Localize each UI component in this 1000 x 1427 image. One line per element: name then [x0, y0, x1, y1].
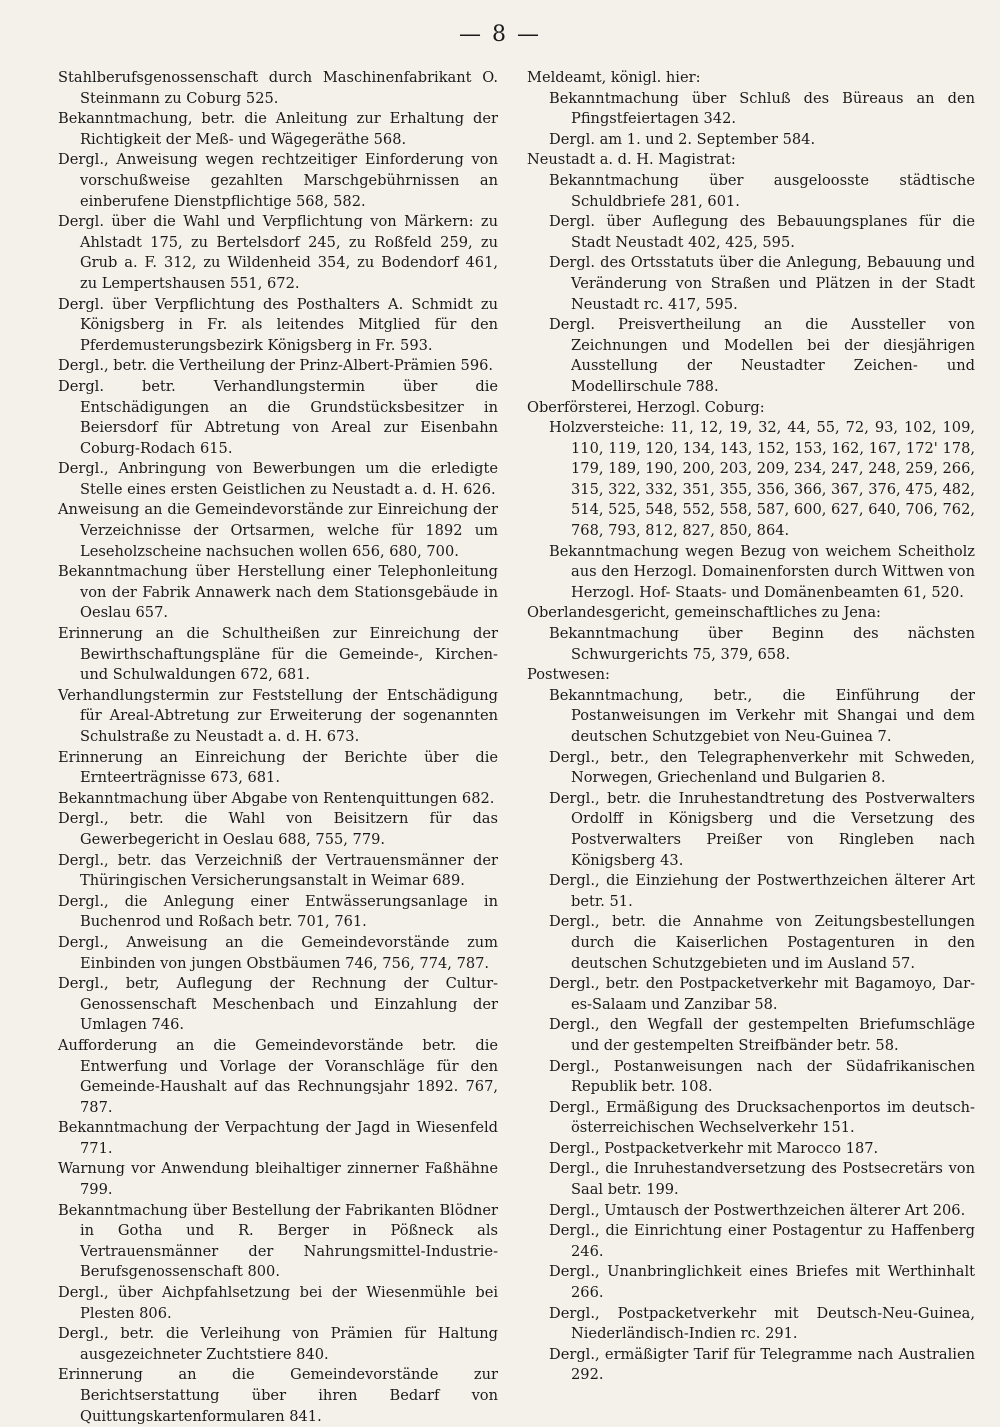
index-entry: Dergl. über Auflegung des Bebauungsplanes für die Stadt Neustadt 402, 425, 595.	[549, 213, 975, 251]
index-entry: Dergl., Anbringung von Bewerbungen um die erledigte Stelle eines ersten Geistlichen zu Neustadt a. d. H. 626.	[58, 460, 498, 498]
index-entry: Dergl., Postpacketverkehr mit Deutsch-Neu-Guinea, Niederländisch-Indien rc. 291.	[549, 1304, 975, 1343]
left-column	[58, 68, 498, 1427]
section-heading: Oberlandesgericht, gemeinschaftliches zu Jena:	[527, 604, 881, 622]
index-entry: Erinnerung an die Schultheißen zur Einreichung der Bewirthschaftungspläne für die Gemeinde-, Kirchen- und Schulwaldungen 672, 681.	[58, 625, 498, 684]
index-entry: Bekanntmachung über Abgabe von Rentenquittungen 682.	[58, 789, 495, 807]
index-entry: Dergl., Anweisung wegen rechtzeitiger Einforderung von vorschußweise gezahlten Marschgebührnissen an einberufene Dienstpflichtige 568, 582.	[58, 151, 498, 210]
index-entry: Dergl. am 1. und 2. September 584.	[549, 130, 816, 148]
index-entry: Dergl., die Inruhestandversetzung des Postsecretärs von Saal betr. 199.	[549, 1160, 975, 1199]
index-entry: Bekanntmachung über ausgeloosste städtische Schuldbriefe 281, 601.	[549, 171, 975, 210]
index-entry: Dergl., betr. die Inruhestandtretung des Postverwalters Ordolff in Königsberg und die Versetzung des Postverwalters Preißer von Ringleben nach Königsberg 43.	[549, 789, 975, 869]
right-column	[527, 68, 975, 1386]
section-heading: Meldeamt, königl. hier:	[527, 69, 701, 86]
index-entry: Dergl., die Anlegung einer Entwässerungsanlage in Buchenrod und Roßach betr. 701, 761.	[58, 892, 498, 931]
index-entry: Anweisung an die Gemeindevorstände zur Einreichung der Verzeichnisse der Ortsarmen, welche für 1892 um Leseholzscheine nachsuchen wollen 656, 680, 700.	[58, 501, 498, 560]
index-entry: Aufforderung an die Gemeindevorstände betr. die Entwerfung und Vorlage der Voranschläge für den Gemeinde-Haushalt auf das Rechnungsjahr 1892. 767, 787.	[58, 1036, 498, 1116]
section-heading: Postwesen:	[527, 666, 610, 684]
index-entry: Dergl. des Ortsstatuts über die Anlegung, Bebauung und Veränderung von Straßen und Plätzen in der Stadt Neustadt rc. 417, 595.	[549, 254, 975, 313]
index-entry: Warnung vor Anwendung bleihaltiger zinnerner Faßhähne 799.	[58, 1160, 498, 1199]
index-entry: Dergl., ermäßigter Tarif für Telegramme nach Australien 292.	[549, 1345, 975, 1384]
index-entry: Bekanntmachung über Herstellung einer Telephonleitung von der Fabrik Annawerk nach dem Stationsgebäude in Oeslau 657.	[58, 563, 498, 622]
index-entry: Dergl., betr, Auflegung der Rechnung der Cultur-Genossenschaft Meschenbach und Einzahlung der Umlagen 746.	[58, 975, 498, 1034]
index-entry: Dergl., betr. die Vertheilung der Prinz-Albert-Prämien 596.	[58, 357, 494, 375]
index-entry: Dergl., betr. das Verzeichniß der Vertrauensmänner der Thüringischen Versicherungsanstalt in Weimar 689.	[58, 851, 498, 890]
index-entry: Dergl., die Einrichtung einer Postagentur zu Haffenberg 246.	[549, 1222, 975, 1260]
index-entry: Dergl., über Aichpfahlsetzung bei der Wiesenmühle bei Plesten 806.	[58, 1284, 498, 1322]
index-entry: Dergl. betr. Verhandlungstermin über die Entschädigungen an die Grundstücksbesitzer in Beiersdorf für Abtretung von Areal zur Eisenbahn Coburg-Rodach 615.	[58, 377, 498, 457]
index-entry: Bekanntmachung über Beginn des nächsten Schwurgerichts 75, 379, 658.	[549, 625, 975, 663]
index-entry: Dergl., die Einziehung der Postwerthzeichen älterer Art betr. 51.	[549, 872, 975, 910]
index-entry: Dergl. über die Wahl und Verpflichtung von Märkern: zu Ahlstadt 175, zu Bertelsdorf 245, zu Roßfeld 259, zu Grub a. F. 312, zu Wildenheid 354, zu Bodendorf 461, zu Lempertshausen 551, 672.	[58, 213, 498, 292]
index-entry: Verhandlungstermin zur Feststellung der Entschädigung für Areal-Abtretung zur Erweiterung der sogenannten Schulstraße zu Neustadt a. d. H. 673.	[58, 686, 498, 745]
index-entry: Dergl., Umtausch der Postwerthzeichen älterer Art 206.	[549, 1201, 966, 1219]
index-entry: Dergl., Ermäßigung des Drucksachenportos im deutsch-österreichischen Wechselverkehr 151.	[549, 1098, 975, 1137]
index-entry: Dergl. Preisvertheilung an die Aussteller von Zeichnungen und Modellen bei der diesjährigen Ausstellung der Neustadter Zeichen- und Modellirschule 788.	[549, 316, 975, 395]
index-entry: Bekanntmachung, betr. die Anleitung zur Erhaltung der Richtigkeit der Meß- und Wägegeräthe 568.	[58, 110, 498, 148]
index-entry: Bekanntmachung, betr., die Einführung der Postanweisungen im Verkehr mit Shangai und dem deutschen Schutzgebiet von Neu-Guinea 7.	[549, 686, 975, 745]
index-entry: Dergl., Anweisung an die Gemeindevorstände zum Einbinden von jungen Obstbäumen 746, 756, 774, 787.	[58, 933, 498, 972]
section-heading: Oberförsterei, Herzogl. Coburg:	[527, 398, 765, 416]
index-entry: Dergl., betr. den Postpacketverkehr mit Bagamoyo, Dar-es-Salaam und Zanzibar 58.	[549, 975, 975, 1013]
index-entry: Dergl., betr., den Telegraphenverkehr mit Schweden, Norwegen, Griechenland und Bulgarien 8.	[549, 748, 975, 787]
index-entry: Bekanntmachung über Schluß des Büreaus an den Pfingstfeiertagen 342.	[549, 89, 975, 128]
index-entry: Bekanntmachung der Verpachtung der Jagd in Wiesenfeld 771.	[58, 1119, 498, 1157]
page-number: — 8 —	[459, 22, 541, 47]
index-entry: Dergl., Postanweisungen nach der Südafrikanischen Republik betr. 108.	[549, 1057, 975, 1096]
index-entry: Stahlberufsgenossenschaft durch Maschinenfabrikant O. Steinmann zu Coburg 525.	[58, 69, 498, 107]
index-entry: Dergl., betr. die Wahl von Beisitzern für das Gewerbegericht in Oeslau 688, 755, 779.	[58, 810, 498, 848]
index-entry: Dergl., Postpacketverkehr mit Marocco 187.	[549, 1139, 879, 1157]
index-entry: Erinnerung an die Gemeindevorstände zur Berichtserstattung über ihren Bedarf von Quittungskartenformularen 841.	[58, 1366, 498, 1425]
index-entry: Bekanntmachung über Bestellung der Fabrikanten Blödner in Gotha und R. Berger in Pößneck als Vertrauensmänner der Nahrungsmittel-Industrie-Berufsgenossenschaft 800.	[58, 1201, 498, 1281]
index-entry: Dergl., betr. die Annahme von Zeitungsbestellungen durch die Kaiserlichen Postagenturen in den deutschen Schutzgebieten und im Ausland 57.	[549, 913, 975, 972]
index-entry: Holzversteiche: 11, 12, 19, 32, 44, 55, 72, 93, 102, 109, 110, 119, 120, 134, 143, 152, 153, 162, 167, 172' 178, 179, 189, 190, 200, 203, 209, 234, 247, 248, 259, 266, 315, 322, 332, 351, 355, 356, 366, 367, 376, 475, 482, 514, 525, 548, 552, 558, 587, 600, 627, 640, 706, 762, 768, 793, 812, 827, 850, 864.	[549, 419, 975, 540]
index-entry: Erinnerung an Einreichung der Berichte über die Ernteerträgnisse 673, 681.	[58, 748, 498, 787]
index-entry: Dergl., Unanbringlichkeit eines Briefes mit Werthinhalt 266.	[549, 1263, 975, 1302]
section-heading: Neustadt a. d. H. Magistrat:	[527, 151, 736, 169]
index-entry: Dergl., den Wegfall der gestempelten Briefumschläge und der gestempelten Streifbänder betr. 58.	[549, 1016, 975, 1054]
index-entry: Bekanntmachung wegen Bezug von weichem Scheitholz aus den Herzogl. Domainenforsten durch Wittwen von Herzogl. Hof- Staats- und Domänenbeamten 61, 520.	[549, 542, 975, 601]
index-entry: Dergl., betr. die Verleihung von Prämien für Haltung ausgezeichneter Zuchtstiere 840.	[58, 1325, 498, 1363]
index-entry: Dergl. über Verpflichtung des Posthalters A. Schmidt zu Königsberg in Fr. als leitendes Mitglied für den Pferdemusterungsbezirk Königsberg in Fr. 593.	[58, 295, 498, 354]
